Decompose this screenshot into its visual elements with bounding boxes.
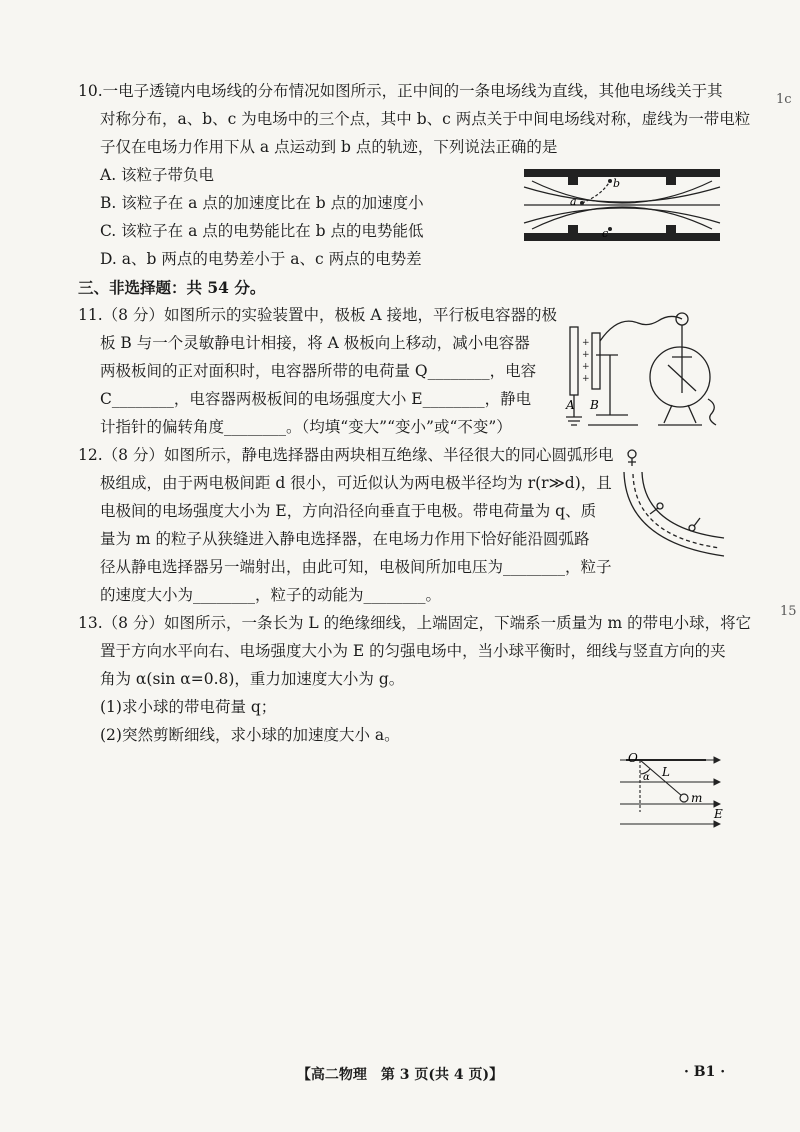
q13-fig-label-l: L bbox=[662, 765, 670, 779]
q10-fig-label-c: c bbox=[602, 227, 609, 240]
edge-mark-top: 1c bbox=[776, 92, 792, 107]
q13-pendulum-field-figure bbox=[616, 752, 726, 836]
q11-line-2: 板 B 与一个灵敏静电计相接，将 A 极板向上移动，减小电容器 bbox=[100, 334, 530, 352]
q11-line-4: C________，电容器两极板间的电场强度大小 E________，静电 bbox=[100, 390, 532, 408]
q10-option-b: B. 该粒子在 a 点的加速度比在 b 点的加速度小 bbox=[100, 194, 424, 212]
q11-capacitor-electrometer-figure bbox=[548, 305, 726, 440]
q10-line-1: 10.一电子透镜内电场线的分布情况如图所示，正中间的一条电场线为直线，其他电场线关于其 bbox=[78, 82, 723, 100]
q13-fig-label-m: m bbox=[691, 791, 703, 805]
q10-lens-field-figure bbox=[522, 165, 722, 245]
q12-line-5: 径从静电选择器另一端射出，由此可知，电极间所加电压为________，粒子 bbox=[100, 558, 612, 576]
q13-line-2: 置于方向水平向右、电场强度大小为 E 的匀强电场中，当小球平衡时，细线与竖直方向的夹 bbox=[100, 642, 726, 660]
svg-text:+: + bbox=[582, 362, 590, 372]
q10-fig-label-b: b bbox=[613, 177, 621, 190]
q13-fig-label-e: E bbox=[714, 807, 723, 821]
q11-fig-label-b: B bbox=[590, 398, 599, 412]
q11-fig-label-a: A bbox=[566, 398, 575, 412]
q10-fig-label-a: a bbox=[570, 195, 577, 208]
q10-option-d: D. a、b 两点的电势差小于 a、c 两点的电势差 bbox=[100, 250, 422, 268]
q12-line-6: 的速度大小为________，粒子的动能为________。 bbox=[100, 586, 442, 604]
svg-text:+: + bbox=[582, 350, 590, 360]
q11-line-5: 计指针的偏转角度________。（均填“变大”“变小”或“不变”） bbox=[100, 418, 512, 436]
q13-subquestion-2: (2)突然剪断细线，求小球的加速度大小 a。 bbox=[100, 726, 400, 744]
page-footer: 【高二物理 第 3 页(共 4 页)】 bbox=[296, 1067, 504, 1083]
section-3-heading: 三、非选择题：共 54 分。 bbox=[78, 278, 266, 297]
q10-option-c: C. 该粒子在 a 点的电势能比在 b 点的电势能低 bbox=[100, 222, 424, 240]
q13-fig-label-o: O bbox=[628, 752, 638, 765]
q13-fig-label-alpha: α bbox=[643, 772, 650, 783]
q11-line-1: 11.（8 分）如图所示的实验装置中，极板 A 接地，平行板电容器的极 bbox=[78, 306, 557, 324]
paper-code: · B1 · bbox=[684, 1064, 726, 1080]
q11-line-3: 两极板间的正对面积时，电容器所带的电荷量 Q________，电容 bbox=[100, 362, 537, 380]
q12-line-1: 12.（8 分）如图所示，静电选择器由两块相互绝缘、半径很大的同心圆弧形电 bbox=[78, 446, 614, 464]
edge-mark-mid: 15 bbox=[780, 604, 797, 619]
q12-electrostatic-selector-figure bbox=[620, 444, 726, 564]
q10-line-2: 对称分布，a、b、c 为电场中的三个点，其中 b、c 两点关于中间电场线对称，虚线为一带电粒 bbox=[100, 110, 751, 128]
svg-text:+: + bbox=[582, 338, 590, 348]
q10-option-a: A. 该粒子带负电 bbox=[100, 166, 215, 184]
q12-line-3: 电极间的电场强度大小为 E，方向沿径向垂直于电极。带电荷量为 q、质 bbox=[100, 502, 597, 520]
q13-subquestion-1: (1)求小球的带电荷量 q； bbox=[100, 698, 277, 716]
q13-line-1: 13.（8 分）如图所示，一条长为 L 的绝缘细线，上端固定，下端系一质量为 m 的带电小球，将它 bbox=[78, 614, 752, 632]
q10-line-3: 子仅在电场力作用下从 a 点运动到 b 点的轨迹，下列说法正确的是 bbox=[100, 138, 558, 156]
q13-line-3: 角为 α(sin α=0.8)，重力加速度大小为 g。 bbox=[100, 670, 405, 688]
q12-line-4: 量为 m 的粒子从狭缝进入静电选择器，在电场力作用下恰好能沿圆弧路 bbox=[100, 530, 590, 548]
q12-line-2: 极组成，由于两电极间距 d 很小，可近似认为两电极半径均为 r(r≫d)，且 bbox=[100, 474, 612, 492]
svg-text:+: + bbox=[582, 374, 590, 384]
